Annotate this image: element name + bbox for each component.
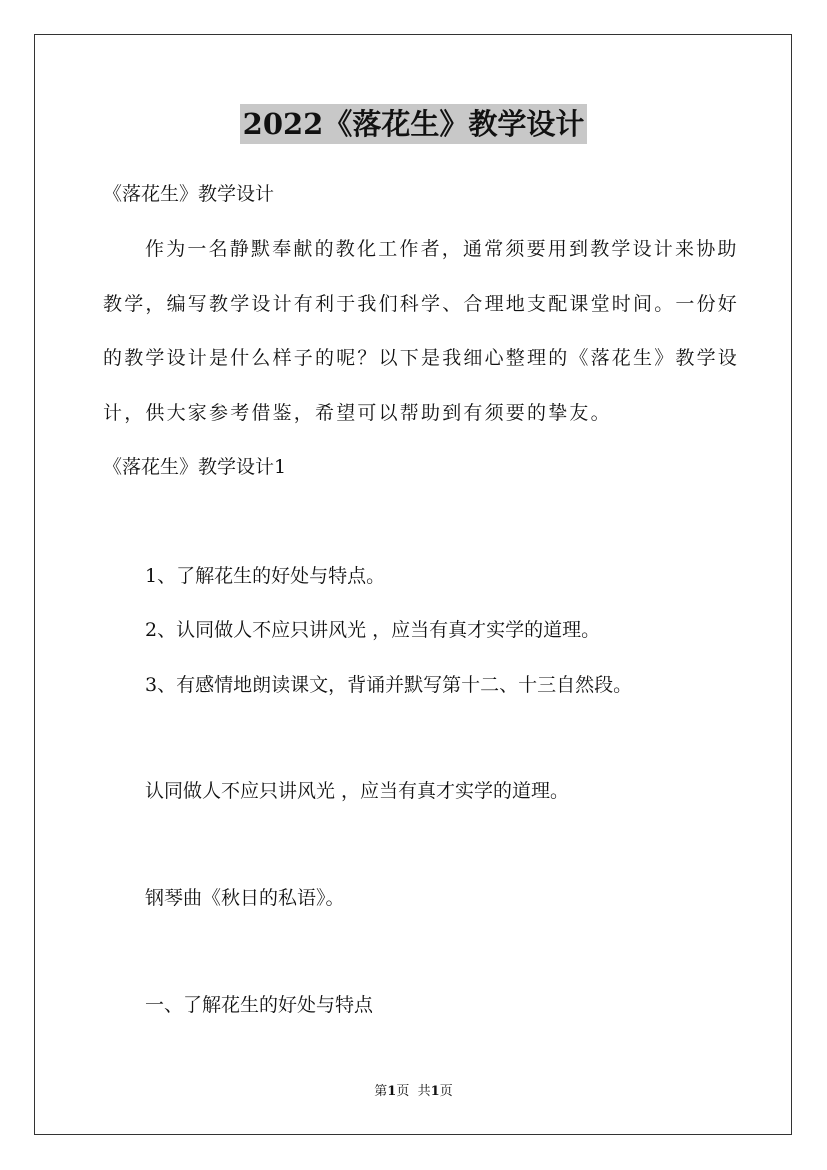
section-heading: 《落花生》教学设计1 (103, 456, 287, 478)
objective-1: 1、了解花生的好处与特点。 (145, 565, 386, 587)
intro-line-3: 的教学设计是什么样子的呢？以下是我细心整理的《落花生》教学设 (103, 347, 740, 369)
total-label-prefix: 共 (417, 1084, 431, 1099)
key-point: 认同做人不应只讲风光 ，应当有真才实学的道理。 (145, 780, 570, 802)
objective-3: 3、有感情地朗读课文，背诵并默写第十二、十三自然段。 (145, 674, 633, 696)
total-pages: 1 (430, 1084, 440, 1099)
objective-2: 2、认同做人不应只讲风光 ，应当有真才实学的道理。 (145, 619, 601, 641)
step-heading: 一、了解花生的好处与特点 (145, 994, 374, 1016)
intro-line-2: 教学，编写教学设计有利于我们科学、合理地支配课堂时间。一份好 (103, 293, 740, 315)
total-label-suffix: 页 (439, 1084, 453, 1099)
page-number: 1 (387, 1084, 397, 1099)
page-footer (0, 1084, 827, 1100)
document-subtitle: 《落花生》教学设计 (103, 183, 275, 205)
intro-line-4: 计，供大家参考借鉴，希望可以帮助到有须要的挚友。 (103, 402, 612, 424)
page-label-suffix: 页 (396, 1084, 410, 1099)
title-container (0, 104, 827, 144)
document-title: 2022《落花生》教学设计 (240, 104, 588, 144)
teaching-material: 钢琴曲《秋日的私语》。 (145, 887, 345, 909)
intro-line-1: 作为一名静默奉献的教化工作者，通常须要用到教学设计来协助 (145, 238, 739, 260)
page-label-prefix: 第 (374, 1084, 388, 1099)
